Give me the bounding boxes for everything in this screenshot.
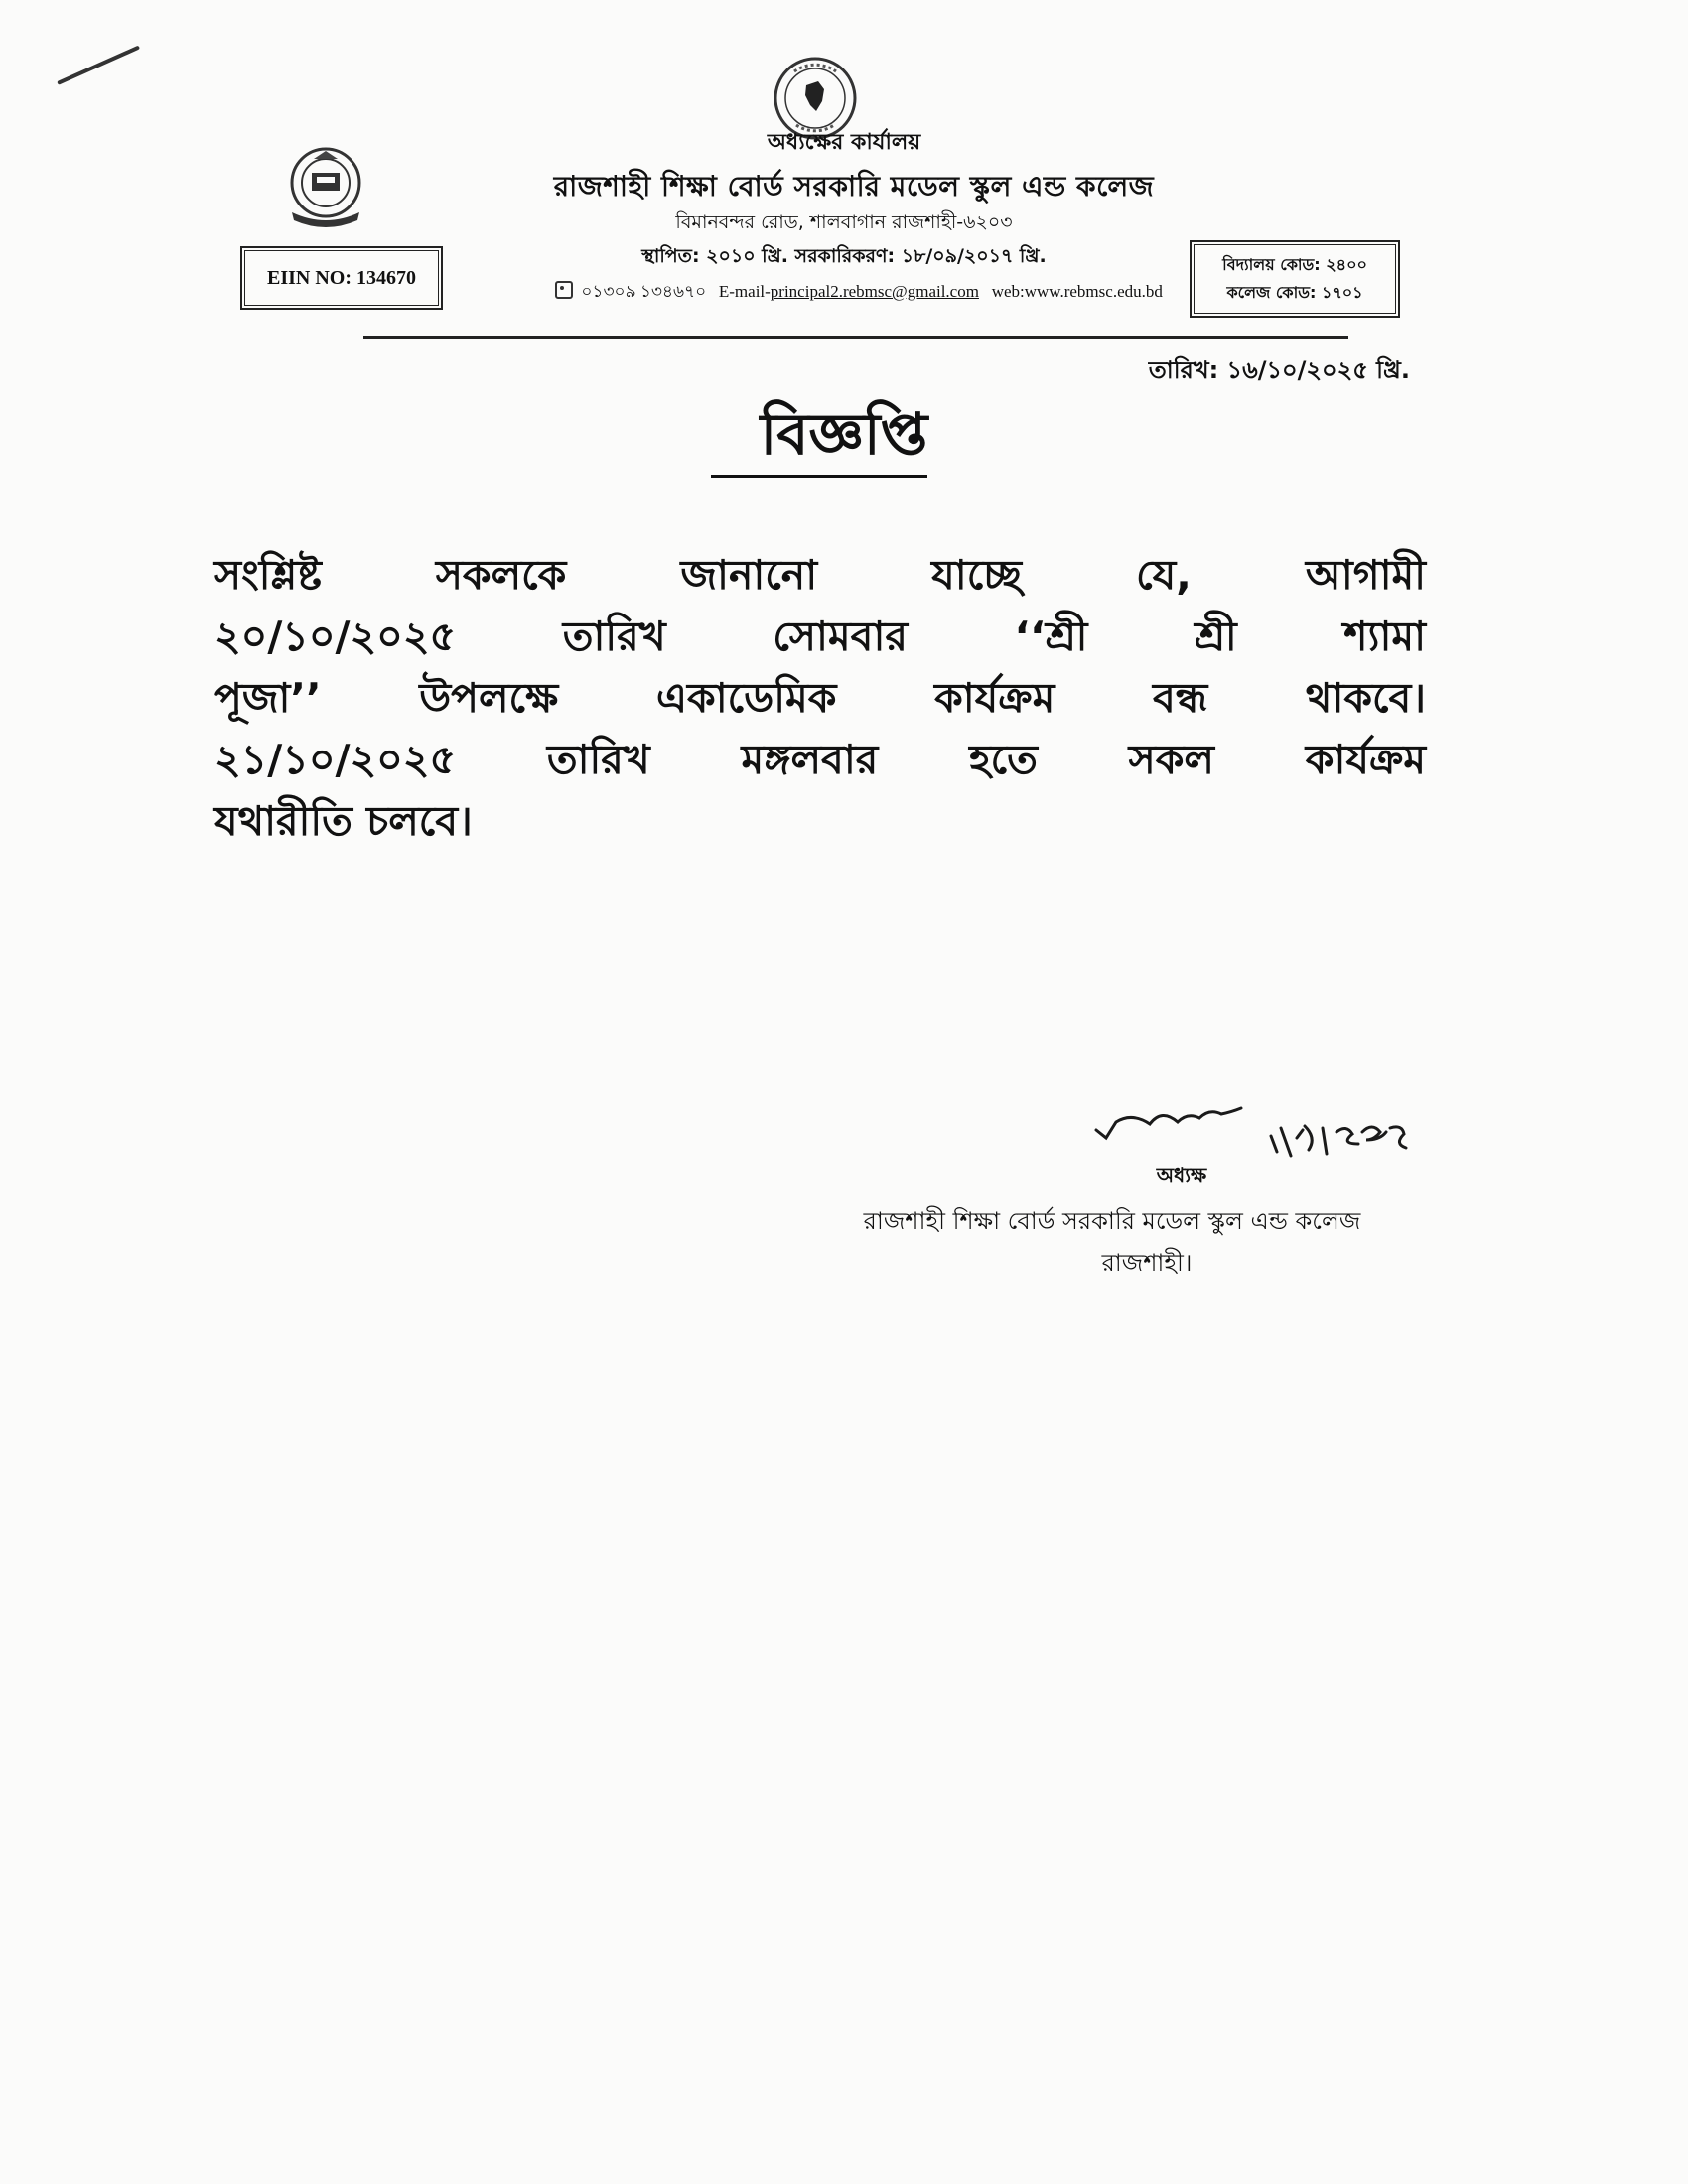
website: web:www.rebmsc.edu.bd (991, 282, 1163, 301)
college-code: কলেজ কোড: ১৭০১ (1226, 283, 1363, 302)
school-name: রাজশাহী শিক্ষা বোর্ড সরকারি মডেল স্কুল এন্ড কলেজ (553, 170, 1155, 203)
handwritten-signature (1092, 1078, 1420, 1167)
body-line: পূজা’’ উপলক্ষে একাডেমিক কার্যক্রম বন্ধ থাকবে। (214, 674, 1426, 722)
notice-date: তারিখ: ১৬/১০/২০২৫ খ্রি. (1148, 356, 1410, 384)
phone-icon (555, 281, 573, 299)
body-line: ২১/১০/২০২৫ তারিখ মঙ্গলবার হতে সকল কার্যক্রম (214, 736, 1426, 783)
eiin-box (240, 246, 443, 310)
signatory-city: রাজশাহী। (1101, 1249, 1193, 1277)
phone-number: ০১৩০৯ ১৩৪৬৭০ (581, 282, 707, 301)
notice-title: বিজ্ঞপ্তি (760, 400, 928, 468)
signatory-role: অধ্যক্ষ (1156, 1163, 1207, 1187)
signatory-institution: রাজশাহী শিক্ষা বোর্ড সরকারি মডেল স্কুল এন্ড কলেজ (863, 1207, 1361, 1235)
body-line: সংশ্লিষ্ট সকলকে জানানো যাচ্ছে যে, আগামী (214, 551, 1426, 599)
email-link[interactable]: principal2.rebmsc@gmail.com (770, 282, 979, 301)
title-underline (711, 475, 927, 478)
institution-code-box (1190, 240, 1400, 318)
email-label: E-mail- (718, 282, 771, 301)
school-address: বিমানবন্দর রোড, শালবাগান রাজশাহী-৬২০৩ (675, 211, 1013, 233)
notice-body (214, 544, 1426, 852)
header-divider (363, 336, 1348, 339)
establishment-info: স্থাপিত: ২০১০ খ্রি. সরকারিকরণ: ১৮/০৯/২০১৭ খ্রি. (641, 245, 1047, 267)
contact-line (501, 279, 1216, 307)
eiin-number: EIIN NO: 134670 (266, 266, 416, 289)
body-line: যথারীতি চলবে। (214, 797, 473, 845)
body-line: ২০/১০/২০২৫ তারিখ সোমবার ‘‘শ্রী শ্রী শ্যামা (214, 613, 1426, 660)
office-title: অধ্যক্ষের কার্যালয় (767, 130, 921, 155)
school-code: বিদ্যালয় কোড: ২৪০০ (1222, 255, 1367, 274)
school-seal-icon (284, 143, 367, 232)
scan-mark (57, 46, 140, 85)
